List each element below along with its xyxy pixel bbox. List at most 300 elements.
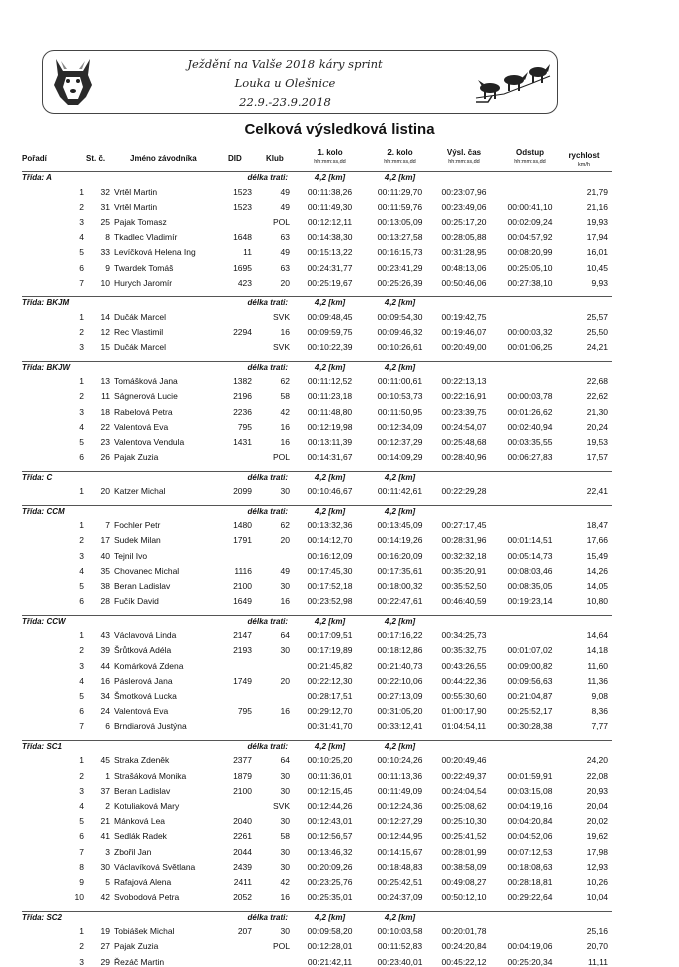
row-gap-time: 00:04:19,16 — [507, 800, 553, 811]
row-speed: 20,93 — [586, 785, 608, 796]
row-total-time: 00:20:49,00 — [441, 342, 487, 353]
row-did: 795 — [237, 421, 252, 432]
row-club: 62 — [280, 376, 290, 387]
row-total-time: 01:04:54,11 — [441, 721, 487, 732]
row-rank: 8 — [79, 861, 84, 872]
row-did: 2052 — [233, 892, 252, 903]
row-round2-time: 00:18:48,83 — [377, 861, 423, 872]
row-gap-time: 00:09:00,82 — [507, 660, 553, 671]
row-speed: 22,62 — [586, 391, 608, 402]
row-competitor-name: Sedlák Radek — [114, 831, 167, 842]
row-gap-time: 00:00:03,78 — [507, 391, 553, 402]
track-length-label: délka trati: — [247, 472, 288, 482]
category-label: Třída: A — [22, 173, 52, 182]
row-gap-time: 00:00:03,32 — [507, 326, 553, 337]
row-speed: 24,21 — [586, 342, 608, 353]
row-total-time: 00:25:48,68 — [441, 436, 487, 447]
row-rank: 4 — [79, 421, 84, 432]
row-competitor-name: Rabelová Petra — [114, 406, 173, 417]
row-start-number: 1 — [105, 770, 110, 781]
row-speed: 15,49 — [586, 550, 608, 561]
row-rank: 4 — [79, 565, 84, 576]
row-gap-time: 00:08:20,99 — [507, 247, 553, 258]
row-round2-time: 00:10:26,61 — [377, 342, 423, 353]
row-start-number: 17 — [100, 535, 110, 546]
row-round1-time: 00:29:12,70 — [307, 706, 353, 717]
track-length-round1: 4,2 [km] — [314, 506, 346, 516]
row-competitor-name: Valentová Eva — [114, 421, 169, 432]
row-club: 30 — [280, 861, 290, 872]
row-round1-time: 00:21:42,11 — [307, 956, 353, 967]
row-competitor-name: Strašáková Monika — [114, 770, 187, 781]
row-competitor-name: Katzer Michal — [114, 486, 166, 497]
row-club: 30 — [280, 926, 290, 937]
row-round2-time: 00:23:41,29 — [377, 262, 423, 273]
track-length-round1: 4,2 [km] — [314, 741, 346, 751]
row-speed: 24,20 — [586, 755, 608, 766]
row-total-time: 00:25:08,62 — [441, 800, 487, 811]
row-start-number: 20 — [100, 486, 110, 497]
row-round1-time: 00:14:38,30 — [307, 232, 353, 243]
row-round2-time: 00:11:13,36 — [377, 770, 423, 781]
row-start-number: 26 — [100, 452, 110, 463]
row-total-time: 00:49:08,27 — [441, 876, 487, 887]
row-did: 207 — [237, 926, 252, 937]
row-rank: 1 — [79, 311, 84, 322]
row-start-number: 45 — [100, 755, 110, 766]
row-round1-time: 00:12:15,45 — [307, 785, 353, 796]
row-gap-time: 00:01:26,62 — [507, 406, 553, 417]
row-club: SVK — [272, 342, 290, 353]
row-round1-time: 00:09:48,45 — [307, 311, 353, 322]
row-round1-time: 00:12:28,01 — [307, 941, 353, 952]
row-competitor-name: Dučák Marcel — [114, 311, 166, 322]
row-round1-time: 00:10:22,39 — [307, 342, 353, 353]
track-length-round1: 4,2 [km] — [314, 472, 346, 482]
row-rank: 3 — [79, 660, 84, 671]
row-gap-time: 00:02:40,94 — [507, 421, 553, 432]
row-gap-time: 00:04:20,84 — [507, 816, 553, 827]
row-round2-time: 00:13:27,58 — [377, 232, 423, 243]
section-divider — [22, 911, 612, 912]
row-did: 2044 — [233, 846, 252, 857]
row-competitor-name: Mánková Lea — [114, 816, 166, 827]
row-start-number: 11 — [101, 391, 110, 402]
row-total-time: 00:22:13,13 — [441, 376, 487, 387]
row-competitor-name: Ságnerová Lucie — [114, 391, 178, 402]
row-competitor-name: Komárková Zdena — [114, 660, 184, 671]
row-competitor-name: Valentova Vendula — [114, 436, 185, 447]
row-round1-time: 00:21:45,82 — [307, 660, 353, 671]
row-speed: 22,08 — [586, 770, 608, 781]
row-speed: 17,94 — [586, 232, 608, 243]
row-rank: 3 — [79, 216, 84, 227]
track-length-label: délka trati: — [247, 616, 288, 626]
row-round1-time: 00:11:12,52 — [307, 376, 353, 387]
row-round2-time: 00:27:13,09 — [377, 690, 423, 701]
col-header-rychlost: rychlost — [568, 151, 600, 160]
col-header-poradi: Pořadí — [22, 154, 47, 163]
row-speed: 12,93 — [586, 861, 608, 872]
row-speed: 20,02 — [586, 816, 608, 827]
col-header-rychlost-unit: km/h — [578, 162, 590, 168]
category-label: Třída: CCW — [22, 616, 66, 626]
row-competitor-name: Twardek Tomáš — [114, 262, 174, 273]
row-club: 49 — [280, 247, 290, 258]
track-length-round2: 4,2 [km] — [384, 472, 416, 482]
row-rank: 2 — [79, 326, 84, 337]
section-divider — [22, 361, 612, 362]
row-club: 16 — [280, 596, 290, 607]
row-rank: 6 — [79, 596, 84, 607]
row-did: 2040 — [233, 816, 252, 827]
row-start-number: 22 — [100, 421, 110, 432]
row-total-time: 00:20:49,46 — [441, 755, 487, 766]
row-speed: 10,26 — [586, 876, 608, 887]
row-start-number: 8 — [105, 232, 110, 243]
row-rank: 2 — [79, 941, 84, 952]
row-speed: 19,53 — [586, 436, 608, 447]
row-gap-time: 00:04:52,06 — [507, 831, 553, 842]
row-did: 2411 — [233, 876, 252, 887]
row-rank: 2 — [79, 535, 84, 546]
row-start-number: 18 — [100, 406, 110, 417]
row-speed: 14,26 — [586, 565, 608, 576]
row-start-number: 25 — [100, 216, 110, 227]
row-gap-time: 00:25:52,17 — [507, 706, 553, 717]
row-start-number: 41 — [100, 831, 110, 842]
section-divider — [22, 505, 612, 506]
row-total-time: 00:35:52,50 — [441, 580, 487, 591]
track-length-label: délka trati: — [247, 298, 288, 308]
row-club: 49 — [280, 565, 290, 576]
row-total-time: 00:24:54,07 — [441, 421, 487, 432]
row-start-number: 37 — [100, 785, 110, 796]
row-gap-time: 00:03:15,08 — [507, 785, 553, 796]
row-start-number: 19 — [100, 926, 110, 937]
row-rank: 1 — [79, 630, 84, 641]
row-rank: 10 — [74, 892, 84, 903]
row-round2-time: 00:22:47,61 — [377, 596, 423, 607]
row-round1-time: 00:28:17,51 — [307, 690, 353, 701]
row-round2-time: 00:12:34,09 — [377, 421, 423, 432]
row-rank: 9 — [79, 876, 84, 887]
row-round2-time: 00:25:42,51 — [377, 876, 423, 887]
row-total-time: 00:32:32,18 — [441, 550, 487, 561]
row-did: 1523 — [233, 201, 252, 212]
row-round1-time: 00:23:25,76 — [307, 876, 353, 887]
row-round2-time: 00:09:46,32 — [377, 326, 423, 337]
row-rank: 2 — [79, 391, 84, 402]
row-speed: 14,05 — [586, 580, 608, 591]
section-divider — [22, 615, 612, 616]
row-round2-time: 00:23:40,01 — [377, 956, 423, 967]
row-speed: 10,80 — [586, 596, 608, 607]
row-rank: 3 — [79, 550, 84, 561]
row-start-number: 9 — [105, 262, 110, 273]
row-round1-time: 00:20:09,26 — [307, 861, 353, 872]
row-start-number: 29 — [100, 956, 110, 967]
col-header-kolo2-format: hh:mm:ss,dd — [384, 159, 416, 165]
row-gap-time: 00:01:59,91 — [507, 770, 553, 781]
row-round1-time: 00:16:12,09 — [307, 550, 353, 561]
row-club: 64 — [280, 630, 290, 641]
row-round2-time: 00:17:16,22 — [377, 630, 423, 641]
row-club: 30 — [280, 846, 290, 857]
row-round2-time: 00:12:37,29 — [377, 436, 423, 447]
row-start-number: 38 — [100, 580, 110, 591]
row-rank: 1 — [79, 186, 84, 197]
row-rank: 4 — [79, 232, 84, 243]
row-rank: 6 — [79, 452, 84, 463]
row-round2-time: 00:11:42,61 — [377, 486, 423, 497]
row-rank: 7 — [79, 721, 84, 732]
row-round1-time: 00:12:56,57 — [307, 831, 353, 842]
row-did: 1431 — [233, 436, 252, 447]
row-round2-time: 00:14:09,29 — [377, 452, 423, 463]
row-round1-time: 00:10:25,20 — [307, 755, 353, 766]
row-did: 1749 — [233, 675, 252, 686]
row-start-number: 2 — [105, 800, 110, 811]
row-gap-time: 00:25:20,34 — [507, 956, 553, 967]
row-club: POL — [272, 452, 290, 463]
row-speed: 17,98 — [586, 846, 608, 857]
row-gap-time: 00:29:22,64 — [507, 892, 553, 903]
row-start-number: 39 — [100, 645, 110, 656]
row-club: 30 — [280, 580, 290, 591]
row-round2-time: 00:13:05,09 — [377, 216, 423, 227]
section-divider — [22, 740, 612, 741]
row-round1-time: 00:23:52,98 — [307, 596, 353, 607]
col-header-kolo1-format: hh:mm:ss,dd — [314, 159, 346, 165]
row-start-number: 43 — [100, 630, 110, 641]
track-length-label: délka trati: — [247, 741, 288, 751]
row-competitor-name: Pajak Zuzia — [114, 941, 159, 952]
col-header-kolo2: 2. kolo — [387, 148, 413, 157]
row-competitor-name: Pajak Tomasz — [114, 216, 167, 227]
row-did: 2261 — [233, 831, 252, 842]
row-round1-time: 00:10:46,67 — [307, 486, 353, 497]
row-club: 64 — [280, 755, 290, 766]
row-rank: 5 — [79, 247, 84, 258]
row-rank: 5 — [79, 436, 84, 447]
category-label: Třída: C — [22, 472, 53, 482]
row-rank: 1 — [79, 376, 84, 387]
row-total-time: 00:27:17,45 — [441, 520, 487, 531]
row-club: 49 — [280, 186, 290, 197]
row-round2-time: 00:11:00,61 — [377, 376, 423, 387]
row-round2-time: 00:10:03,58 — [377, 926, 423, 937]
row-rank: 7 — [79, 277, 84, 288]
row-gap-time: 00:28:18,81 — [507, 876, 553, 887]
row-competitor-name: Dučák Marcel — [114, 342, 166, 353]
row-did: 2099 — [233, 486, 252, 497]
col-header-jmeno: Jméno závodníka — [130, 154, 197, 163]
track-length-label: délka trati: — [247, 912, 288, 922]
row-did: 2100 — [233, 580, 252, 591]
row-start-number: 27 — [100, 941, 110, 952]
row-gap-time: 00:19:23,14 — [507, 596, 553, 607]
row-total-time: 00:24:20,84 — [441, 941, 487, 952]
row-did: 423 — [237, 277, 252, 288]
row-gap-time: 00:07:12,53 — [507, 846, 553, 857]
row-total-time: 00:44:22,36 — [441, 675, 487, 686]
row-start-number: 34 — [100, 690, 110, 701]
row-total-time: 00:25:41,52 — [441, 831, 487, 842]
row-did: 11 — [243, 247, 252, 258]
row-total-time: 00:48:13,06 — [441, 262, 487, 273]
row-competitor-name: Šmotková Lucka — [114, 690, 177, 701]
row-competitor-name: Kotuliaková Mary — [114, 800, 180, 811]
row-speed: 25,16 — [586, 926, 608, 937]
row-start-number: 44 — [100, 660, 110, 671]
event-title: Ježdění na Valše 2018 káry sprint — [187, 57, 383, 71]
row-round1-time: 00:12:44,26 — [307, 800, 353, 811]
row-competitor-name: Tkadlec Vladimír — [114, 232, 178, 243]
row-round1-time: 00:12:19,98 — [307, 421, 353, 432]
row-competitor-name: Řezáč Martin — [114, 956, 165, 967]
row-speed: 10,04 — [586, 892, 608, 903]
row-round1-time: 00:11:48,80 — [307, 406, 353, 417]
row-club: 16 — [280, 436, 290, 447]
row-total-time: 00:38:58,09 — [441, 861, 487, 872]
row-round1-time: 00:17:45,30 — [307, 565, 353, 576]
row-start-number: 21 — [100, 816, 110, 827]
track-length-round2: 4,2 [km] — [384, 616, 416, 626]
row-speed: 17,66 — [586, 535, 608, 546]
row-total-time: 00:35:20,91 — [441, 565, 487, 576]
row-total-time: 00:28:01,99 — [441, 846, 487, 857]
row-competitor-name: Svobodová Petra — [114, 892, 180, 903]
row-competitor-name: Sudek Milan — [114, 535, 161, 546]
row-club: 58 — [280, 391, 290, 402]
row-did: 1523 — [233, 186, 252, 197]
row-round1-time: 00:22:12,30 — [307, 675, 353, 686]
row-speed: 21,16 — [586, 201, 608, 212]
row-round1-time: 00:13:46,32 — [307, 846, 353, 857]
row-gap-time: 00:00:41,10 — [507, 201, 553, 212]
row-competitor-name: Hurych Jaromír — [114, 277, 173, 288]
row-round2-time: 00:16:20,09 — [377, 550, 423, 561]
row-gap-time: 00:01:07,02 — [507, 645, 553, 656]
row-start-number: 13 — [100, 376, 110, 387]
row-competitor-name: Pajak Zuzia — [114, 452, 159, 463]
row-total-time: 00:50:12,10 — [441, 892, 487, 903]
row-gap-time: 00:01:06,25 — [507, 342, 553, 353]
row-competitor-name: Zbořil Jan — [114, 846, 152, 857]
row-rank: 2 — [79, 201, 84, 212]
track-length-round2: 4,2 [km] — [384, 506, 416, 516]
row-gap-time: 00:02:09,24 — [507, 216, 553, 227]
row-competitor-name: Straka Zdeněk — [114, 755, 170, 766]
row-gap-time: 00:06:27,83 — [507, 452, 553, 463]
track-length-round2: 4,2 [km] — [384, 362, 416, 372]
row-round1-time: 00:24:31,77 — [307, 262, 353, 273]
row-did: 2377 — [233, 755, 252, 766]
row-total-time: 00:25:17,20 — [441, 216, 487, 227]
row-did: 1648 — [233, 232, 252, 243]
row-total-time: 00:24:04,54 — [441, 785, 487, 796]
row-total-time: 00:28:40,96 — [441, 452, 487, 463]
track-length-round1: 4,2 [km] — [314, 298, 346, 308]
row-rank: 6 — [79, 831, 84, 842]
col-header-st: St. č. — [86, 154, 106, 163]
row-start-number: 30 — [100, 861, 110, 872]
row-club: 58 — [280, 831, 290, 842]
row-total-time: 00:22:16,91 — [441, 391, 487, 402]
row-rank: 6 — [79, 706, 84, 717]
row-competitor-name: Tomášková Jana — [114, 376, 178, 387]
row-round2-time: 00:17:35,61 — [377, 565, 423, 576]
row-gap-time: 00:27:38,10 — [507, 277, 553, 288]
row-competitor-name: Beran Ladislav — [114, 785, 171, 796]
row-total-time: 00:19:46,07 — [441, 326, 487, 337]
row-competitor-name: Páslerová Jana — [114, 675, 173, 686]
row-gap-time: 00:09:56,63 — [507, 675, 553, 686]
row-total-time: 00:23:39,75 — [441, 406, 487, 417]
category-label: Třída: BKJW — [22, 362, 70, 372]
row-gap-time: 00:04:57,92 — [507, 232, 553, 243]
row-start-number: 35 — [100, 565, 110, 576]
row-total-time: 00:19:42,75 — [441, 311, 487, 322]
col-header-odstup: Odstup — [516, 148, 544, 157]
row-did: 2236 — [233, 406, 252, 417]
track-length-round2: 4,2 [km] — [384, 298, 416, 308]
row-round2-time: 00:11:49,09 — [377, 785, 423, 796]
row-total-time: 00:45:22,12 — [441, 956, 487, 967]
row-competitor-name: Valentová Eva — [114, 706, 169, 717]
row-start-number: 33 — [100, 247, 110, 258]
row-did: 1649 — [233, 596, 252, 607]
row-speed: 7,77 — [591, 721, 608, 732]
row-gap-time: 00:25:05,10 — [507, 262, 553, 273]
row-competitor-name: Vrtěl Martin — [114, 201, 158, 212]
row-did: 2294 — [233, 326, 252, 337]
row-club: 30 — [280, 770, 290, 781]
row-start-number: 14 — [100, 311, 110, 322]
row-speed: 22,41 — [586, 486, 608, 497]
row-round2-time: 00:33:12,41 — [377, 721, 423, 732]
row-speed: 20,70 — [586, 941, 608, 952]
col-header-klub: Klub — [266, 154, 284, 163]
row-rank: 1 — [79, 486, 84, 497]
row-round2-time: 00:11:59,76 — [377, 201, 423, 212]
row-did: 1879 — [233, 770, 252, 781]
row-competitor-name: Šrůtková Adéla — [114, 645, 172, 656]
row-round2-time: 00:12:24,36 — [377, 800, 423, 811]
row-club: 42 — [280, 876, 290, 887]
row-round1-time: 00:11:49,30 — [307, 201, 353, 212]
row-gap-time: 00:08:03,46 — [507, 565, 553, 576]
row-round2-time: 00:18:12,86 — [377, 645, 423, 656]
row-total-time: 00:43:26,55 — [441, 660, 487, 671]
row-club: 49 — [280, 201, 290, 212]
row-club: 63 — [280, 262, 290, 273]
row-round2-time: 00:11:50,95 — [377, 406, 423, 417]
row-did: 1791 — [233, 535, 252, 546]
row-rank: 5 — [79, 816, 84, 827]
section-divider — [22, 171, 612, 172]
col-header-vysl-cas-format: hh:mm:ss,dd — [448, 159, 480, 165]
row-speed: 11,36 — [587, 675, 608, 686]
row-round2-time: 00:10:24,26 — [377, 755, 423, 766]
track-length-round2: 4,2 [km] — [384, 741, 416, 751]
row-speed: 22,68 — [586, 376, 608, 387]
row-round2-time: 00:16:15,73 — [377, 247, 423, 258]
category-label: Třída: SC2 — [22, 912, 63, 922]
row-club: 30 — [280, 645, 290, 656]
row-total-time: 00:23:07,96 — [441, 186, 487, 197]
